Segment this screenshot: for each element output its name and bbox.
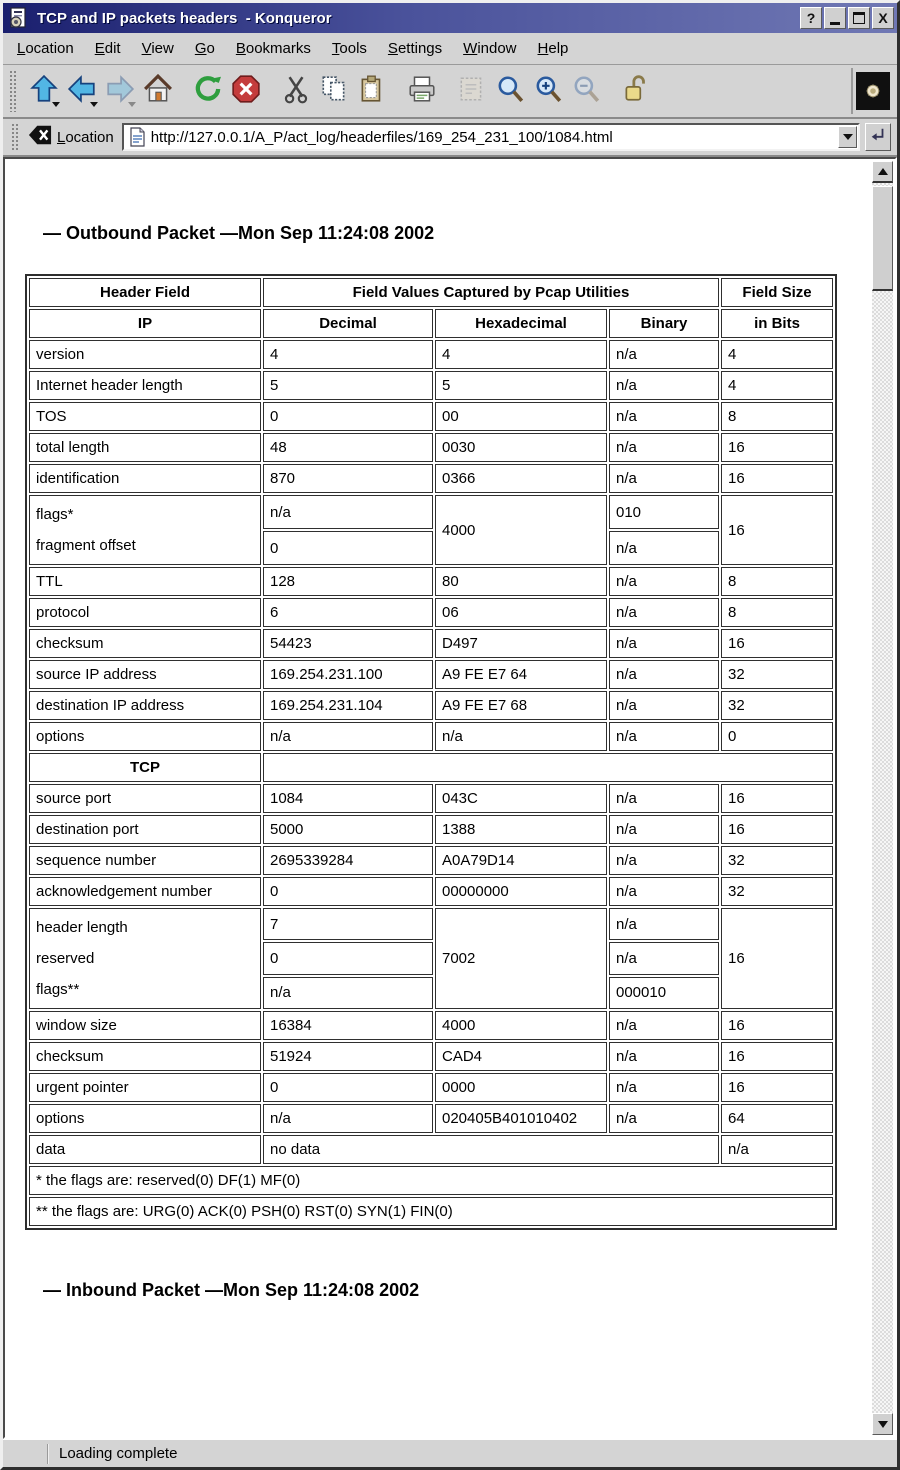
packet-header-table bbox=[25, 274, 837, 1230]
table-row bbox=[29, 691, 833, 720]
bits-value: 32 bbox=[721, 660, 833, 689]
go-button[interactable] bbox=[865, 123, 891, 151]
decimal-value: 0 bbox=[263, 877, 433, 906]
decimal-value: 0 bbox=[263, 531, 433, 565]
bits-value: n/a bbox=[721, 1135, 833, 1164]
decimal-value: 16384 bbox=[263, 1011, 433, 1040]
zoom-in-icon bbox=[533, 74, 563, 109]
paste-button[interactable] bbox=[353, 71, 391, 111]
table-row bbox=[29, 815, 833, 844]
window-title: TCP and IP packets headers - Konqueror bbox=[37, 9, 332, 27]
vertical-scrollbar[interactable] bbox=[872, 161, 893, 1435]
url-dropdown-button[interactable] bbox=[838, 126, 857, 148]
menu-tools[interactable]: Tools bbox=[331, 40, 367, 57]
bits-value: 0 bbox=[721, 722, 833, 751]
decimal-value: 48 bbox=[263, 433, 433, 462]
menu-settings[interactable]: Settings bbox=[387, 40, 443, 57]
binary-value: 010 bbox=[609, 495, 719, 529]
decimal-value: 0 bbox=[263, 1073, 433, 1102]
table-row bbox=[29, 1104, 833, 1133]
binary-value: n/a bbox=[609, 815, 719, 844]
hex-value: A9 FE E7 68 bbox=[435, 691, 607, 720]
decimal-value: 128 bbox=[263, 567, 433, 596]
clear-location-button[interactable] bbox=[27, 125, 53, 149]
status-left-panel bbox=[7, 1444, 49, 1464]
decimal-value: 0 bbox=[263, 942, 433, 974]
hex-value: 043C bbox=[435, 784, 607, 813]
table-row bbox=[29, 1073, 833, 1102]
field-label: options bbox=[29, 722, 261, 751]
field-label: window size bbox=[29, 1011, 261, 1040]
cut-scissors-icon bbox=[281, 74, 311, 109]
hex-value: 4000 bbox=[435, 495, 607, 565]
status-text: Loading complete bbox=[59, 1445, 178, 1462]
hex-value: A0A79D14 bbox=[435, 846, 607, 875]
data-row bbox=[29, 1135, 833, 1164]
decimal-value: 51924 bbox=[263, 1042, 433, 1071]
binary-value: n/a bbox=[609, 1073, 719, 1102]
field-size-col: Field Size bbox=[721, 278, 833, 307]
print-button[interactable] bbox=[403, 71, 441, 111]
hexadecimal-col: Hexadecimal bbox=[435, 309, 607, 338]
decimal-value: 5000 bbox=[263, 815, 433, 844]
table-row bbox=[29, 340, 833, 369]
table-row bbox=[29, 464, 833, 493]
scrollbar-thumb[interactable] bbox=[872, 186, 893, 291]
maximize-icon bbox=[853, 12, 865, 24]
field-label: version bbox=[29, 340, 261, 369]
hex-value: 0000 bbox=[435, 1073, 607, 1102]
maximize-button[interactable] bbox=[848, 7, 870, 29]
binary-value: n/a bbox=[609, 433, 719, 462]
table-row bbox=[29, 598, 833, 627]
binary-value: n/a bbox=[609, 942, 719, 974]
menu-location[interactable]: Location bbox=[17, 40, 74, 57]
decimal-value: n/a bbox=[263, 722, 433, 751]
table-row bbox=[29, 1011, 833, 1040]
browser-viewport bbox=[3, 157, 897, 1439]
konqueror-gear-icon bbox=[856, 72, 890, 110]
location-toolbar bbox=[3, 119, 897, 157]
arrow-down-icon bbox=[878, 1421, 888, 1428]
hex-value: 020405B401010402 bbox=[435, 1104, 607, 1133]
hex-value: 0366 bbox=[435, 464, 607, 493]
field-label: urgent pointer bbox=[29, 1073, 261, 1102]
bits-value: 16 bbox=[721, 1073, 833, 1102]
minimize-button[interactable] bbox=[824, 7, 846, 29]
stop-icon bbox=[231, 74, 261, 109]
binary-value: n/a bbox=[609, 877, 719, 906]
bits-value: 16 bbox=[721, 629, 833, 658]
field-label: checksum bbox=[29, 629, 261, 658]
decimal-value: 169.254.231.100 bbox=[263, 660, 433, 689]
decimal-col: Decimal bbox=[263, 309, 433, 338]
field-label: data bbox=[29, 1135, 261, 1164]
tcp-section-row bbox=[29, 753, 833, 782]
table-row bbox=[29, 784, 833, 813]
bits-value: 32 bbox=[721, 877, 833, 906]
decimal-value: n/a bbox=[263, 977, 433, 1009]
table-row bbox=[29, 629, 833, 658]
binary-value: n/a bbox=[609, 567, 719, 596]
find-button[interactable] bbox=[491, 71, 529, 111]
field-label: flags* fragment offset bbox=[29, 495, 261, 565]
throbber-panel bbox=[851, 68, 893, 114]
outbound-packet-heading: — Outbound Packet —Mon Sep 11:24:08 2002 bbox=[43, 223, 435, 243]
back-button[interactable] bbox=[63, 71, 101, 111]
decimal-value: 4 bbox=[263, 340, 433, 369]
forward-button[interactable] bbox=[101, 71, 139, 111]
ip-section-label: IP bbox=[29, 309, 261, 338]
decimal-value: 5 bbox=[263, 371, 433, 400]
inbound-packet-heading: — Inbound Packet —Mon Sep 11:24:08 2002 bbox=[43, 1280, 420, 1300]
binary-col: Binary bbox=[609, 309, 719, 338]
print-icon bbox=[407, 74, 437, 109]
url-combobox[interactable] bbox=[122, 123, 860, 151]
bits-value: 4 bbox=[721, 340, 833, 369]
bits-value: 32 bbox=[721, 846, 833, 875]
values-col: Field Values Captured by Pcap Utilities bbox=[263, 278, 719, 307]
clear-location-icon bbox=[27, 123, 53, 152]
binary-value: n/a bbox=[609, 629, 719, 658]
field-label: source IP address bbox=[29, 660, 261, 689]
hex-value: 7002 bbox=[435, 908, 607, 1009]
table-row bbox=[29, 722, 833, 751]
field-label: TTL bbox=[29, 567, 261, 596]
binary-value: n/a bbox=[609, 660, 719, 689]
print-frame-button[interactable] bbox=[453, 71, 491, 111]
field-label: header length reserved flags** bbox=[29, 908, 261, 1009]
bits-value: 64 bbox=[721, 1104, 833, 1133]
stop-button[interactable] bbox=[227, 71, 265, 111]
close-icon: X bbox=[878, 10, 888, 26]
zoom-out-button[interactable] bbox=[567, 71, 605, 111]
table-header-row bbox=[29, 278, 833, 307]
decimal-value: 169.254.231.104 bbox=[263, 691, 433, 720]
konqueror-app-icon bbox=[7, 6, 31, 30]
decimal-value: n/a bbox=[263, 1104, 433, 1133]
binary-value: n/a bbox=[609, 464, 719, 493]
footnote-row bbox=[29, 1197, 833, 1226]
security-button[interactable] bbox=[617, 71, 655, 111]
toolbar-grip[interactable] bbox=[11, 123, 19, 152]
home-button[interactable] bbox=[139, 71, 177, 111]
field-label: acknowledgement number bbox=[29, 877, 261, 906]
binary-value: n/a bbox=[609, 846, 719, 875]
hex-value: 00 bbox=[435, 402, 607, 431]
hex-value: 1388 bbox=[435, 815, 607, 844]
binary-value: n/a bbox=[609, 402, 719, 431]
hex-value: D497 bbox=[435, 629, 607, 658]
scroll-up-button[interactable] bbox=[872, 161, 893, 183]
decimal-value: 0 bbox=[263, 402, 433, 431]
footnote-row bbox=[29, 1166, 833, 1195]
table-row bbox=[29, 371, 833, 400]
copy-icon bbox=[319, 74, 349, 109]
binary-value: 000010 bbox=[609, 977, 719, 1009]
chevron-down-icon bbox=[128, 102, 136, 107]
hex-value: 5 bbox=[435, 371, 607, 400]
tcp-flags-footnote: ** the flags are: URG(0) ACK(0) PSH(0) RST(0) SYN(1) FIN(0) bbox=[29, 1197, 833, 1226]
binary-value: n/a bbox=[609, 691, 719, 720]
paste-clipboard-icon bbox=[357, 74, 387, 109]
table-row bbox=[29, 433, 833, 462]
magnifier-icon bbox=[495, 74, 525, 109]
reload-button[interactable] bbox=[189, 71, 227, 111]
zoom-in-button[interactable] bbox=[529, 71, 567, 111]
binary-value: n/a bbox=[609, 340, 719, 369]
scroll-down-button[interactable] bbox=[872, 1413, 893, 1435]
ip-flags-row bbox=[29, 495, 833, 529]
page-body bbox=[5, 159, 871, 1437]
home-icon bbox=[143, 74, 173, 109]
menu-help[interactable]: Help bbox=[537, 40, 569, 57]
decimal-value: 6 bbox=[263, 598, 433, 627]
help-button[interactable] bbox=[800, 7, 822, 29]
tcp-flags-row bbox=[29, 908, 833, 940]
table-row bbox=[29, 402, 833, 431]
url-input[interactable] bbox=[151, 126, 838, 148]
chevron-down-icon bbox=[90, 102, 98, 107]
menu-go[interactable]: Go bbox=[194, 40, 215, 57]
menu-window[interactable]: Window bbox=[463, 40, 517, 57]
field-label: destination port bbox=[29, 815, 261, 844]
binary-value: n/a bbox=[609, 722, 719, 751]
bits-value: 16 bbox=[721, 908, 833, 1009]
hex-value: n/a bbox=[435, 722, 607, 751]
bits-value: 16 bbox=[721, 1042, 833, 1071]
header-field-col: Header Field bbox=[29, 278, 261, 307]
reload-icon bbox=[193, 74, 223, 109]
bits-value: 16 bbox=[721, 495, 833, 565]
binary-value: n/a bbox=[609, 598, 719, 627]
cut-button[interactable] bbox=[277, 71, 315, 111]
binary-value: n/a bbox=[609, 1042, 719, 1071]
menu-bookmarks[interactable]: Bookmarks bbox=[235, 40, 311, 57]
main-toolbar bbox=[3, 65, 897, 119]
table-row bbox=[29, 846, 833, 875]
field-label: TOS bbox=[29, 402, 261, 431]
in-bits-col: in Bits bbox=[721, 309, 833, 338]
arrow-up-icon bbox=[878, 168, 888, 175]
binary-value: n/a bbox=[609, 1104, 719, 1133]
field-label: sequence number bbox=[29, 846, 261, 875]
field-label: identification bbox=[29, 464, 261, 493]
table-row bbox=[29, 877, 833, 906]
zoom-out-icon bbox=[571, 74, 601, 109]
print-frame-icon bbox=[457, 74, 487, 109]
tcp-section-label: TCP bbox=[29, 753, 261, 782]
help-icon: ? bbox=[806, 10, 816, 26]
field-label: destination IP address bbox=[29, 691, 261, 720]
copy-button[interactable] bbox=[315, 71, 353, 111]
table-row bbox=[29, 567, 833, 596]
hex-value: 4000 bbox=[435, 1011, 607, 1040]
padlock-open-icon bbox=[621, 74, 651, 109]
decimal-value: 870 bbox=[263, 464, 433, 493]
field-label: source port bbox=[29, 784, 261, 813]
close-button[interactable] bbox=[872, 7, 894, 29]
field-label: options bbox=[29, 1104, 261, 1133]
hex-value: CAD4 bbox=[435, 1042, 607, 1071]
field-label: Internet header length bbox=[29, 371, 261, 400]
binary-value: n/a bbox=[609, 1011, 719, 1040]
toolbar-grip[interactable] bbox=[9, 70, 17, 112]
decimal-value: 1084 bbox=[263, 784, 433, 813]
hex-value: 00000000 bbox=[435, 877, 607, 906]
menu-view[interactable]: View bbox=[141, 40, 174, 57]
ip-flags-footnote: * the flags are: reserved(0) DF(1) MF(0) bbox=[29, 1166, 833, 1195]
html-file-icon bbox=[127, 127, 147, 147]
bits-value: 16 bbox=[721, 464, 833, 493]
decimal-value: 2695339284 bbox=[263, 846, 433, 875]
hex-value: 4 bbox=[435, 340, 607, 369]
chevron-down-icon bbox=[52, 102, 60, 107]
decimal-value: 54423 bbox=[263, 629, 433, 658]
bits-value: 8 bbox=[721, 598, 833, 627]
decimal-value: 7 bbox=[263, 908, 433, 940]
binary-value: n/a bbox=[609, 784, 719, 813]
bits-value: 4 bbox=[721, 371, 833, 400]
title-bar[interactable] bbox=[3, 3, 897, 33]
menu-bar bbox=[3, 33, 897, 65]
hex-value: A9 FE E7 64 bbox=[435, 660, 607, 689]
hex-value: 0030 bbox=[435, 433, 607, 462]
field-label: total length bbox=[29, 433, 261, 462]
hex-value: 80 bbox=[435, 567, 607, 596]
bits-value: 32 bbox=[721, 691, 833, 720]
bits-value: 16 bbox=[721, 1011, 833, 1040]
minimize-icon bbox=[830, 22, 840, 25]
empty-cell bbox=[263, 753, 833, 782]
table-row bbox=[29, 1042, 833, 1071]
binary-value: n/a bbox=[609, 908, 719, 940]
go-return-arrow-icon bbox=[869, 126, 887, 149]
bits-value: 16 bbox=[721, 784, 833, 813]
status-bar bbox=[3, 1439, 897, 1467]
decimal-value: n/a bbox=[263, 495, 433, 529]
location-label: Location bbox=[57, 128, 114, 146]
binary-value: n/a bbox=[609, 531, 719, 565]
hex-value: 06 bbox=[435, 598, 607, 627]
bits-value: 16 bbox=[721, 815, 833, 844]
table-row bbox=[29, 660, 833, 689]
bits-value: 16 bbox=[721, 433, 833, 462]
table-subheader-row bbox=[29, 309, 833, 338]
menu-edit[interactable]: Edit bbox=[94, 40, 121, 57]
field-label: checksum bbox=[29, 1042, 261, 1071]
data-value: no data bbox=[263, 1135, 719, 1164]
bits-value: 8 bbox=[721, 402, 833, 431]
field-label: protocol bbox=[29, 598, 261, 627]
bits-value: 8 bbox=[721, 567, 833, 596]
binary-value: n/a bbox=[609, 371, 719, 400]
up-button[interactable] bbox=[25, 71, 63, 111]
